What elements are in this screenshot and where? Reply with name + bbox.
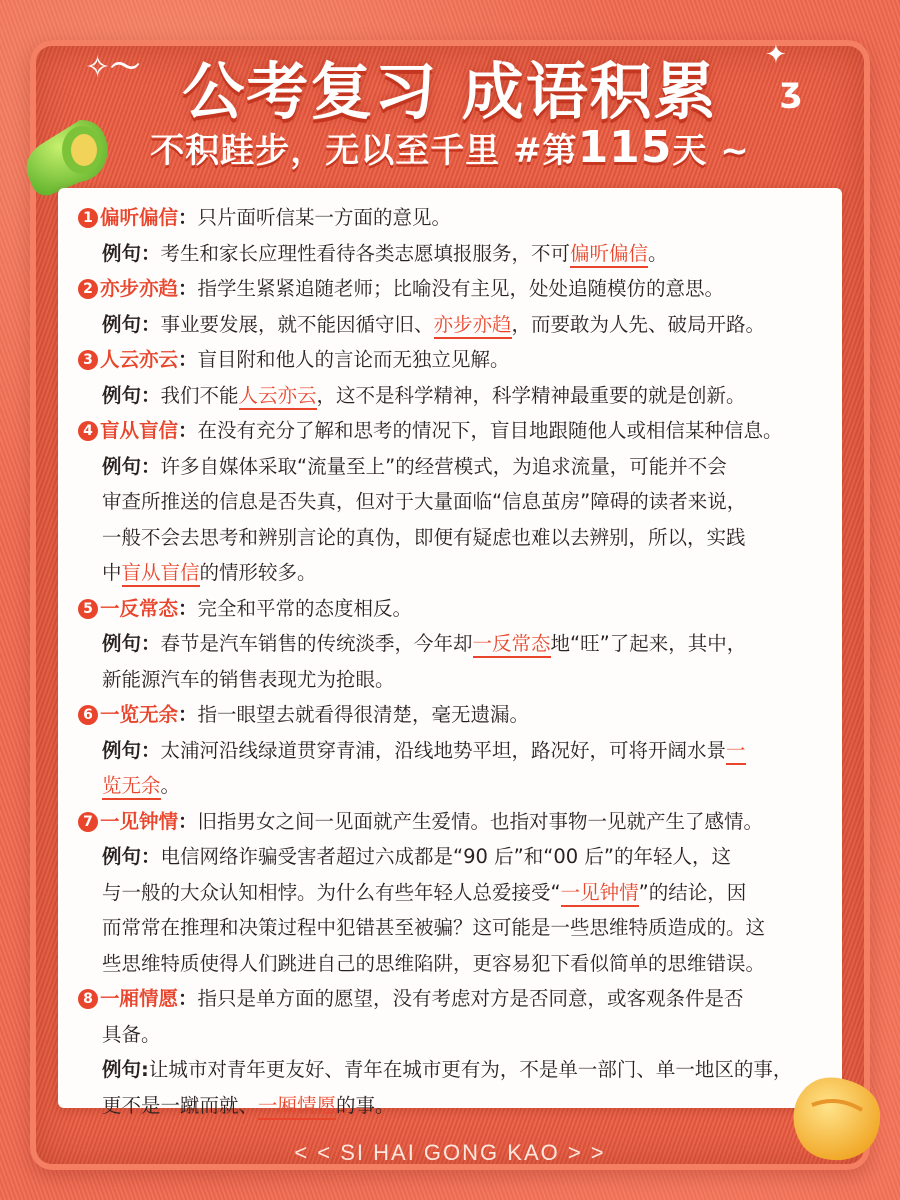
example-label: 例句: bbox=[102, 1058, 149, 1081]
highlighted-idiom: 偏听偏信 bbox=[570, 242, 648, 268]
subtitle-suffix: 天 ~ bbox=[672, 131, 750, 171]
idiom-list bbox=[78, 200, 828, 1123]
example-line bbox=[78, 1088, 828, 1124]
term-colon: ： bbox=[178, 809, 198, 833]
idiom-definition-line bbox=[78, 271, 828, 307]
idiom-definition-line bbox=[78, 697, 828, 733]
idiom-definition-line bbox=[78, 342, 828, 378]
term-colon: ： bbox=[178, 987, 198, 1010]
example-label: 例句： bbox=[102, 845, 161, 868]
term-colon: ： bbox=[178, 703, 198, 726]
idiom-entry bbox=[78, 413, 828, 591]
idiom-definition-text: 指一眼望去就看得很清楚，毫无遗漏。 bbox=[197, 703, 530, 726]
example-line bbox=[78, 555, 828, 591]
example-line bbox=[78, 307, 828, 343]
example-line bbox=[78, 484, 828, 520]
example-text: ”的结论，因 bbox=[638, 880, 747, 904]
example-text: 的情形较多。 bbox=[199, 561, 317, 584]
idiom-term: 一厢情愿 bbox=[100, 987, 179, 1010]
idiom-term: 一览无余 bbox=[100, 703, 179, 726]
example-text: 中 bbox=[102, 561, 122, 584]
idiom-entry bbox=[78, 591, 828, 698]
highlighted-idiom: 亦步亦趋 bbox=[434, 313, 512, 339]
example-text: 些思维特质使得人们跳进自己的思维陷阱，更容易犯下看似简单的思维错误。 bbox=[102, 951, 766, 975]
idiom-definition-continuation: 具备。 bbox=[102, 1022, 161, 1046]
example-text: 地“旺”了起来，其中， bbox=[550, 632, 747, 655]
subtitle-prefix: 不积跬步，无以至千里 #第 bbox=[150, 131, 578, 171]
highlighted-idiom: 览无余 bbox=[102, 774, 161, 800]
term-colon: ： bbox=[178, 277, 198, 300]
example-text: ，而要敢为人先、破局开路。 bbox=[511, 312, 766, 336]
term-colon: ： bbox=[178, 596, 198, 620]
example-label: 例句： bbox=[102, 312, 161, 336]
footer-brand: < < SI HAI GONG KAO > > bbox=[294, 1140, 606, 1165]
example-line bbox=[78, 910, 828, 946]
example-text: 一般不会去思考和辨别言论的真伪，即便有疑虑也难以去辨别，所以，实践 bbox=[102, 525, 746, 549]
example-line bbox=[78, 378, 828, 414]
highlighted-idiom: 一 bbox=[726, 739, 746, 765]
entry-number-badge: 5 bbox=[78, 599, 98, 619]
idiom-term: 一见钟情 bbox=[100, 809, 179, 833]
example-text: 春节是汽车销售的传统淡季，今年却 bbox=[160, 632, 473, 655]
example-text: 。 bbox=[160, 774, 181, 797]
example-line bbox=[78, 946, 828, 982]
example-label: 例句： bbox=[102, 383, 161, 407]
term-colon: ： bbox=[178, 206, 198, 229]
idiom-entry bbox=[78, 342, 828, 413]
idiom-definition-text: 指只是单方面的愿望，没有考虑对方是否同意，或客观条件是否 bbox=[197, 987, 744, 1010]
entry-number-badge: 1 bbox=[78, 208, 98, 228]
highlighted-idiom: 一厢情愿 bbox=[258, 1094, 336, 1120]
entry-number-badge: 7 bbox=[78, 812, 98, 832]
example-line bbox=[78, 875, 828, 911]
idiom-definition-text: 盲目附和他人的言论而无独立见解。 bbox=[197, 348, 510, 371]
entry-number-badge: 3 bbox=[78, 350, 98, 370]
highlighted-idiom: 一反常态 bbox=[473, 632, 551, 658]
idiom-definition-line bbox=[78, 591, 828, 627]
example-label: 例句： bbox=[102, 454, 161, 478]
idiom-entry bbox=[78, 981, 828, 1123]
entry-number-badge: 4 bbox=[78, 421, 98, 441]
example-text: 与一般的大众认知相悖。为什么有些年轻人总爱接受“ bbox=[102, 880, 561, 904]
example-text: 更不是一蹴而就、 bbox=[102, 1093, 259, 1117]
idiom-term: 人云亦云 bbox=[100, 348, 179, 371]
page-subtitle bbox=[0, 122, 900, 173]
example-text: 让城市对青年更友好、青年在城市更有为，不是单一部门、单一地区的事， bbox=[148, 1058, 793, 1081]
idiom-definition-line bbox=[78, 413, 828, 449]
example-line bbox=[78, 626, 828, 662]
example-text: 我们不能 bbox=[160, 383, 239, 407]
idiom-definition-line bbox=[78, 200, 828, 236]
idiom-definition-line bbox=[78, 981, 828, 1017]
idiom-definition-text: 只片面听信某一方面的意见。 bbox=[197, 206, 452, 229]
example-text: 许多自媒体采取“流量至上”的经营模式，为追求流量，可能并不会 bbox=[160, 454, 727, 478]
example-text: 太浦河沿线绿道贯穿青浦，沿线地势平坦，路况好，可将开阔水景 bbox=[160, 738, 727, 762]
idiom-definition-text: 完全和平常的态度相反。 bbox=[197, 596, 413, 620]
example-text: 。 bbox=[648, 241, 668, 265]
swirl-decoration-right: ʒ bbox=[780, 70, 802, 110]
idiom-term: 亦步亦趋 bbox=[100, 277, 179, 300]
highlighted-idiom: 人云亦云 bbox=[239, 384, 317, 410]
example-text: 而常常在推理和决策过程中犯错甚至被骗？这可能是一些思维特质造成的。这 bbox=[102, 916, 766, 939]
example-text: ，这不是科学精神，科学精神最重要的就是创新。 bbox=[316, 383, 746, 407]
example-text: 的事。 bbox=[336, 1093, 395, 1117]
term-colon: ： bbox=[178, 348, 198, 371]
example-text: 审查所推送的信息是否失真，但对于大量面临“信息茧房”障碍的读者来说， bbox=[102, 490, 747, 513]
example-line bbox=[78, 236, 828, 272]
example-line bbox=[78, 662, 828, 698]
example-line bbox=[78, 733, 828, 769]
example-label: 例句： bbox=[102, 738, 161, 762]
example-line bbox=[78, 520, 828, 556]
highlighted-idiom: 一见钟情 bbox=[561, 881, 639, 907]
day-number: 115 bbox=[577, 122, 673, 173]
term-colon: ： bbox=[178, 419, 198, 442]
example-line bbox=[78, 449, 828, 485]
idiom-entry bbox=[78, 271, 828, 342]
example-text: 电信网络诈骗受害者超过六成都是“90 后”和“00 后”的年轻人，这 bbox=[160, 845, 731, 868]
idiom-term: 盲从盲信 bbox=[100, 419, 179, 442]
example-text: 考生和家长应理性看待各类志愿填报服务，不可 bbox=[160, 241, 571, 265]
example-label: 例句： bbox=[102, 241, 161, 265]
star-decoration-right: ✦ bbox=[765, 40, 787, 70]
example-line bbox=[78, 768, 828, 804]
idiom-entry bbox=[78, 200, 828, 271]
example-line bbox=[78, 839, 828, 875]
idiom-definition-text: 在没有充分了解和思考的情况下，盲目地跟随他人或相信某种信息。 bbox=[197, 419, 783, 442]
example-text: 事业要发展，就不能因循守旧、 bbox=[160, 312, 434, 336]
entry-number-badge: 8 bbox=[78, 989, 98, 1009]
idiom-definition-text: 指学生紧紧追随老师；比喻没有主见，处处追随模仿的意思。 bbox=[197, 277, 725, 300]
sparkle-decoration-left: ✧〜 bbox=[85, 50, 141, 85]
entry-number-badge: 6 bbox=[78, 705, 98, 725]
idiom-definition-line bbox=[78, 804, 828, 840]
highlighted-idiom: 盲从盲信 bbox=[122, 561, 200, 587]
idiom-term: 偏听偏信 bbox=[100, 206, 179, 229]
idiom-entry bbox=[78, 697, 828, 804]
idiom-term: 一反常态 bbox=[100, 596, 179, 620]
idiom-entry bbox=[78, 804, 828, 982]
example-label: 例句： bbox=[102, 632, 161, 655]
page-title: 公考复习 成语积累 bbox=[182, 55, 718, 128]
example-text: 新能源汽车的销售表现尤为抢眼。 bbox=[102, 667, 395, 691]
entry-number-badge: 2 bbox=[78, 279, 98, 299]
idiom-definition-text: 旧指男女之间一见面就产生爱情。也指对事物一见就产生了感情。 bbox=[197, 809, 764, 833]
example-line bbox=[78, 1052, 828, 1088]
